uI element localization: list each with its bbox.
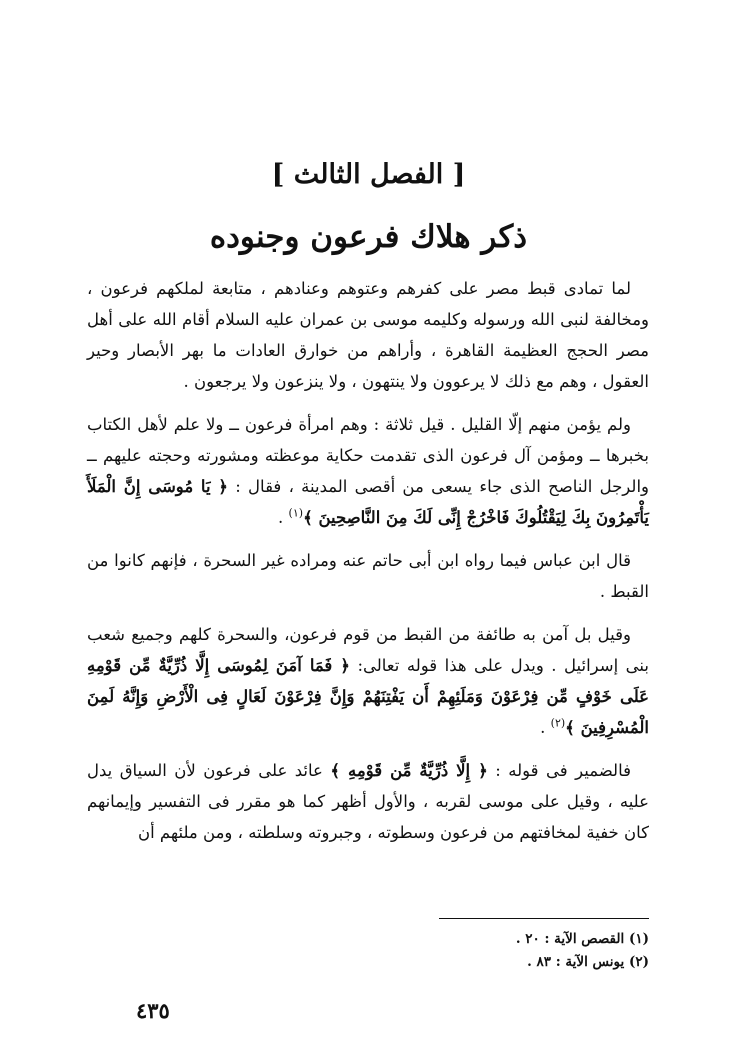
paragraph-2	[87, 409, 649, 533]
footnote-2: (٢) يونس الآية : ٨٣ .	[527, 954, 649, 970]
footnote-ref: (١)	[288, 506, 304, 520]
chapter-title: ذكر هلاك فرعون وجنوده	[209, 219, 528, 255]
paragraph-2-end: .	[278, 508, 289, 527]
paragraph-4-text: وقيل بل آمن به طائفة من القبط من قوم فرعون، والسحرة كلهم وجميع شعب بنى إسرائيل . ويدل على هذا قوله تعالى:	[87, 625, 650, 675]
chapter-label: [ الفصل الثالث ]	[271, 159, 466, 190]
footnote-ref: (٢)	[550, 716, 566, 730]
paragraph-3: قال ابن عباس فيما رواه ابن أبى حاتم عنه ومراده غير السحرة ، فإنهم كانوا من القبط .	[87, 551, 649, 601]
paragraph-5-text-a: فالضمير فى قوله :	[495, 761, 632, 780]
quran-verse: ﴿ إِلَّا ذُرِّيَّةٌ مِّن قَوْمِهِ ﴾	[330, 761, 488, 780]
footnote-divider	[439, 918, 649, 919]
quran-verse: ﴿ يَا مُوسَى إِنَّ الْمَلَأَ يَأْتَمِرُونَ بِكَ لِيَقْتُلُوكَ فَاخْرُجْ إِنِّى لَكَ مِنَ النَّاصِحِينَ ﴾	[87, 477, 649, 527]
paragraph-4	[87, 619, 649, 743]
body-text	[87, 273, 649, 860]
footnotes	[349, 928, 649, 974]
paragraph-4-end: .	[540, 718, 551, 737]
quran-verse: ﴿ فَمَا آمَنَ لِمُوسَى إِلَّا ذُرِّيَّةٌ مِّن قَوْمِهِ عَلَى خَوْفٍ مِّن فِرْعَوْنَ وَمَلَئِهِمْ أَن يَفْتِنَهُمْ وَإِنَّ فِرْعَوْنَ لَعَالٍ فِى الْأَرْضِ وَإِنَّهُ لَمِنَ الْمُسْرِفِينَ ﴾	[87, 656, 649, 737]
page-number: ٤٣٥	[136, 998, 170, 1023]
paragraph-5	[87, 755, 649, 848]
paragraph-1: لما تمادى قبط مصر على كفرهم وعتوهم وعنادهم ، متابعة لملكهم فرعون ، ومخالفة لنبى الله ورسوله وكليمه موسى بن عمران عليه السلام أقام الله على أهل مصر الحجج العظيمة القاهرة ، وأراهم من خوارق العادات ما بهر الأبصار وحير العقول ، وهم مع ذلك لا يرعوون ولا ينتهون ، ولا ينزعون ولا يرجعون .	[87, 279, 649, 391]
footnote-1: (١) القصص الآية : ٢٠ .	[515, 931, 649, 947]
paragraph-2-text: ولم يؤمن منهم إلّا القليل . قيل ثلاثة : وهم امرأة فرعون ــ ولا علم لأهل الكتاب بخبرها ــ ومؤمن آل فرعون الذى تقدمت حكاية موعظته ومشورته وحجته عليهم ــ والرجل الناصح الذى جاء يسعى من أقصى المدينة ، فقال :	[87, 415, 649, 496]
paragraph-5-text-b: عائد على فرعون لأن السياق يدل عليه ، وقيل على موسى لقربه ، والأول أظهر كما هو مقرر فى التفسير وإيمانهم كان خفية لمخافتهم من فرعون وسطوته ، وجبروته وسلطته ، ومن ملئهم أن	[87, 761, 649, 842]
